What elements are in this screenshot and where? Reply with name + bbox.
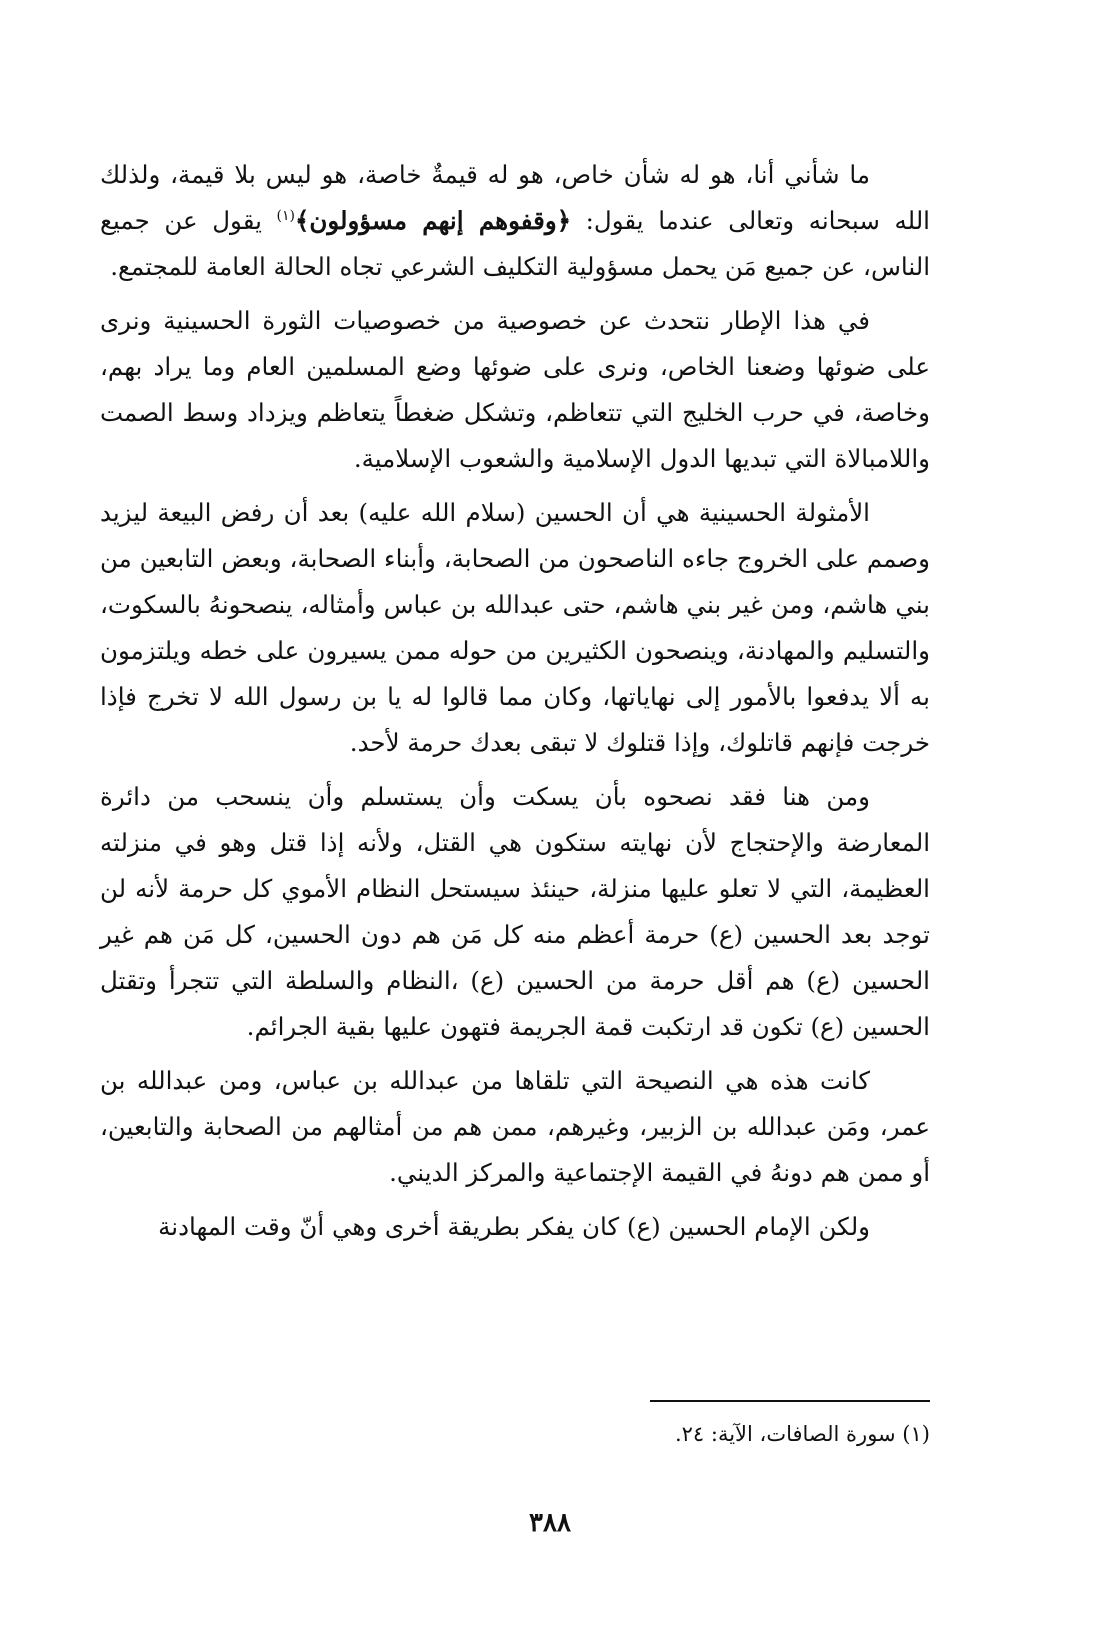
paragraph bbox=[100, 1058, 930, 1196]
paragraph bbox=[100, 490, 930, 766]
text-run: كانت هذه هي النصيحة التي تلقاها من عبدالله بن عباس، ومن عبدالله بن عمر، ومَن عبدالله بن الزبير، وغيرهم، ممن هم من أمثالهم من الصحابة والتابعين، أو ممن هم دونهُ في القيمة الإجتماعية والمركز الديني. bbox=[100, 1066, 930, 1187]
text-run: ومن هنا فقد نصحوه بأن يسكت وأن يستسلم وأن ينسحب من دائرة المعارضة والإحتجاج لأن نهايته ستكون هي القتل، ولأنه إذا قتل وهو في منزلته العظيمة، التي لا تعلو عليها منزلة، حينئذ سيستحل النظام الأموي كل حرمة لأنه لن توجد بعد الحسين (ع) حرمة أعظم منه كل مَن هم دون الحسين، كل مَن هم غير الحسين (ع) هم أقل حرمة من الحسين (ع) ،النظام والسلطة التي تتجرأ وتقتل الحسين (ع) تكون قد ارتكبت قمة الجريمة فتهون عليها بقية الجرائم. bbox=[100, 782, 930, 1041]
paragraph bbox=[100, 1204, 930, 1250]
text-run: الأمثولة الحسينية هي أن الحسين (سلام الله عليه) بعد أن رفض البيعة ليزيد وصمم على الخروج جاءه الناصحون من الصحابة، وأبناء الصحابة، وبعض التابعين من بني هاشم، ومن غير بني هاشم، حتى عبدالله بن عباس وأمثاله، ينصحونهُ بالسكوت، والتسليم والمهادنة، وينصحون الكثيرين من حوله ممن يسيرون على خطه ويلتزمون به ألا يدفعوا بالأمور إلى نهاياتها، وكان مما قالوا له يا بن رسول الله لا تخرج فإذا خرجت فإنهم قاتلوك، وإذا قتلوك لا تبقى بعدك حرمة لأحد. bbox=[100, 498, 930, 757]
footnote-divider bbox=[650, 1400, 930, 1402]
footnote: (١) سورة الصافات، الآية: ٢٤. bbox=[674, 1422, 930, 1446]
text-run: يقول عن جميع الناس، عن جميع مَن يحمل مسؤولية التكليف الشرعي تجاه الحالة العامة للمجتمع. bbox=[100, 206, 930, 281]
paragraph bbox=[100, 774, 930, 1050]
footnote-marker[interactable]: (١) bbox=[276, 207, 295, 224]
text-run: ولكن الإمام الحسين (ع) كان يفكر بطريقة أخرى وهي أنّ وقت المهادنة bbox=[158, 1212, 870, 1241]
page-number: ٣٨٨ bbox=[529, 1508, 571, 1538]
body-text bbox=[100, 152, 930, 1258]
quran-verse: ﴿وقفوهم إنهم مسؤولون﴾ bbox=[295, 206, 572, 235]
paragraph bbox=[100, 152, 930, 290]
text-run: ما شأني أنا، هو له شأن خاص، هو له قيمةٌ خاصة، هو ليس بلا قيمة، ولذلك الله سبحانه وتعالى عندما يقول: bbox=[100, 160, 930, 235]
paragraph bbox=[100, 298, 930, 482]
text-run: في هذا الإطار نتحدث عن خصوصية من خصوصيات الثورة الحسينية ونرى على ضوئها وضعنا الخاص، ونرى على ضوئها وضع المسلمين العام وما يراد بهم، وخاصة، في حرب الخليج التي تتعاظم، وتشكل ضغطاً يتعاظم ويزداد وسط الصمت واللامبالاة التي تبديها الدول الإسلامية والشعوب الإسلامية. bbox=[100, 306, 930, 473]
